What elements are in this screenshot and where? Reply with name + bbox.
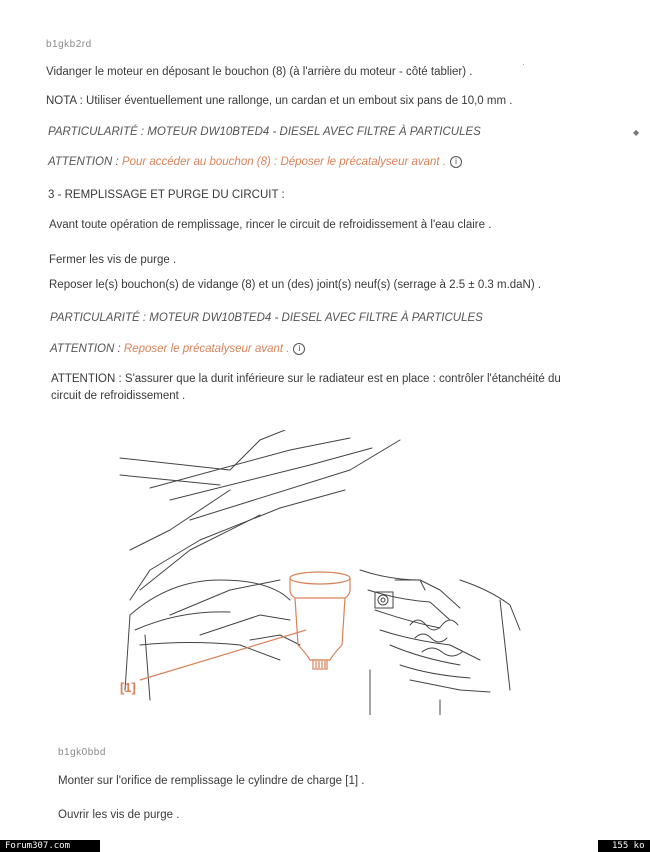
instruction-mount-cylinder: Monter sur l'orifice de remplissage le cylindre de charge [1] . xyxy=(58,775,365,787)
info-icon[interactable]: i xyxy=(293,343,305,355)
reference-code-top: b1gkb2rd xyxy=(46,39,92,50)
instruction-drain: Vidanger le moteur en déposant le bouchon (8) (à l'arrière du moteur - côté tablier) . xyxy=(46,66,473,78)
section-heading: 3 - REMPLISSAGE ET PURGE DU CIRCUIT : xyxy=(48,189,285,201)
reference-code-figure: b1gk0bbd xyxy=(58,747,106,758)
figure-callout-1: [1] xyxy=(120,680,136,695)
instruction-refit-plug: Reposer le(s) bouchon(s) de vidange (8) et un (des) joint(s) neuf(s) (serrage à 2.5 ± 0.3 m.daN) . xyxy=(49,279,542,291)
attention-3-line-1: ATTENTION : S'assurer que la durit inférieure sur le radiateur est en place : contrôler l'étanchéité du xyxy=(51,373,561,385)
note-line: NOTA : Utiliser éventuellement une rallonge, un cardan et un embout six pans de 10,0 mm . xyxy=(46,95,513,107)
scan-speck: · xyxy=(522,60,525,69)
instruction-open-bleed: Ouvrir les vis de purge . xyxy=(58,809,180,821)
instruction-rinse: Avant toute opération de remplissage, rincer le circuit de refroidissement à l'eau claire . xyxy=(49,219,492,231)
instruction-close-bleed: Fermer les vis de purge . xyxy=(49,254,177,266)
attention-2 xyxy=(50,342,305,356)
attention-2-text: Reposer le précatalyseur avant . xyxy=(123,343,290,355)
attention-1-label: ATTENTION : xyxy=(48,156,119,168)
info-icon[interactable]: i xyxy=(450,156,462,168)
attention-3-line-2: circuit de refroidissement . xyxy=(51,390,186,402)
scan-speck-right: ◆ xyxy=(633,128,640,137)
attention-1-text: Pour accéder au bouchon (8) : Déposer le précatalyseur avant . xyxy=(121,156,447,168)
footer-site-label: Forum307.com xyxy=(5,841,71,851)
particularity-2: PARTICULARITÉ : MOTEUR DW10BTED4 - DIESEL AVEC FILTRE À PARTICULES xyxy=(50,312,483,324)
charge-cylinder xyxy=(140,572,350,680)
footer-size-label: 155 ko xyxy=(612,841,645,851)
particularity-1: PARTICULARITÉ : MOTEUR DW10BTED4 - DIESEL AVEC FILTRE À PARTICULES xyxy=(48,126,481,138)
attention-2-label: ATTENTION : xyxy=(50,343,121,355)
attention-1 xyxy=(48,155,462,169)
engine-bay-illustration xyxy=(110,430,530,715)
